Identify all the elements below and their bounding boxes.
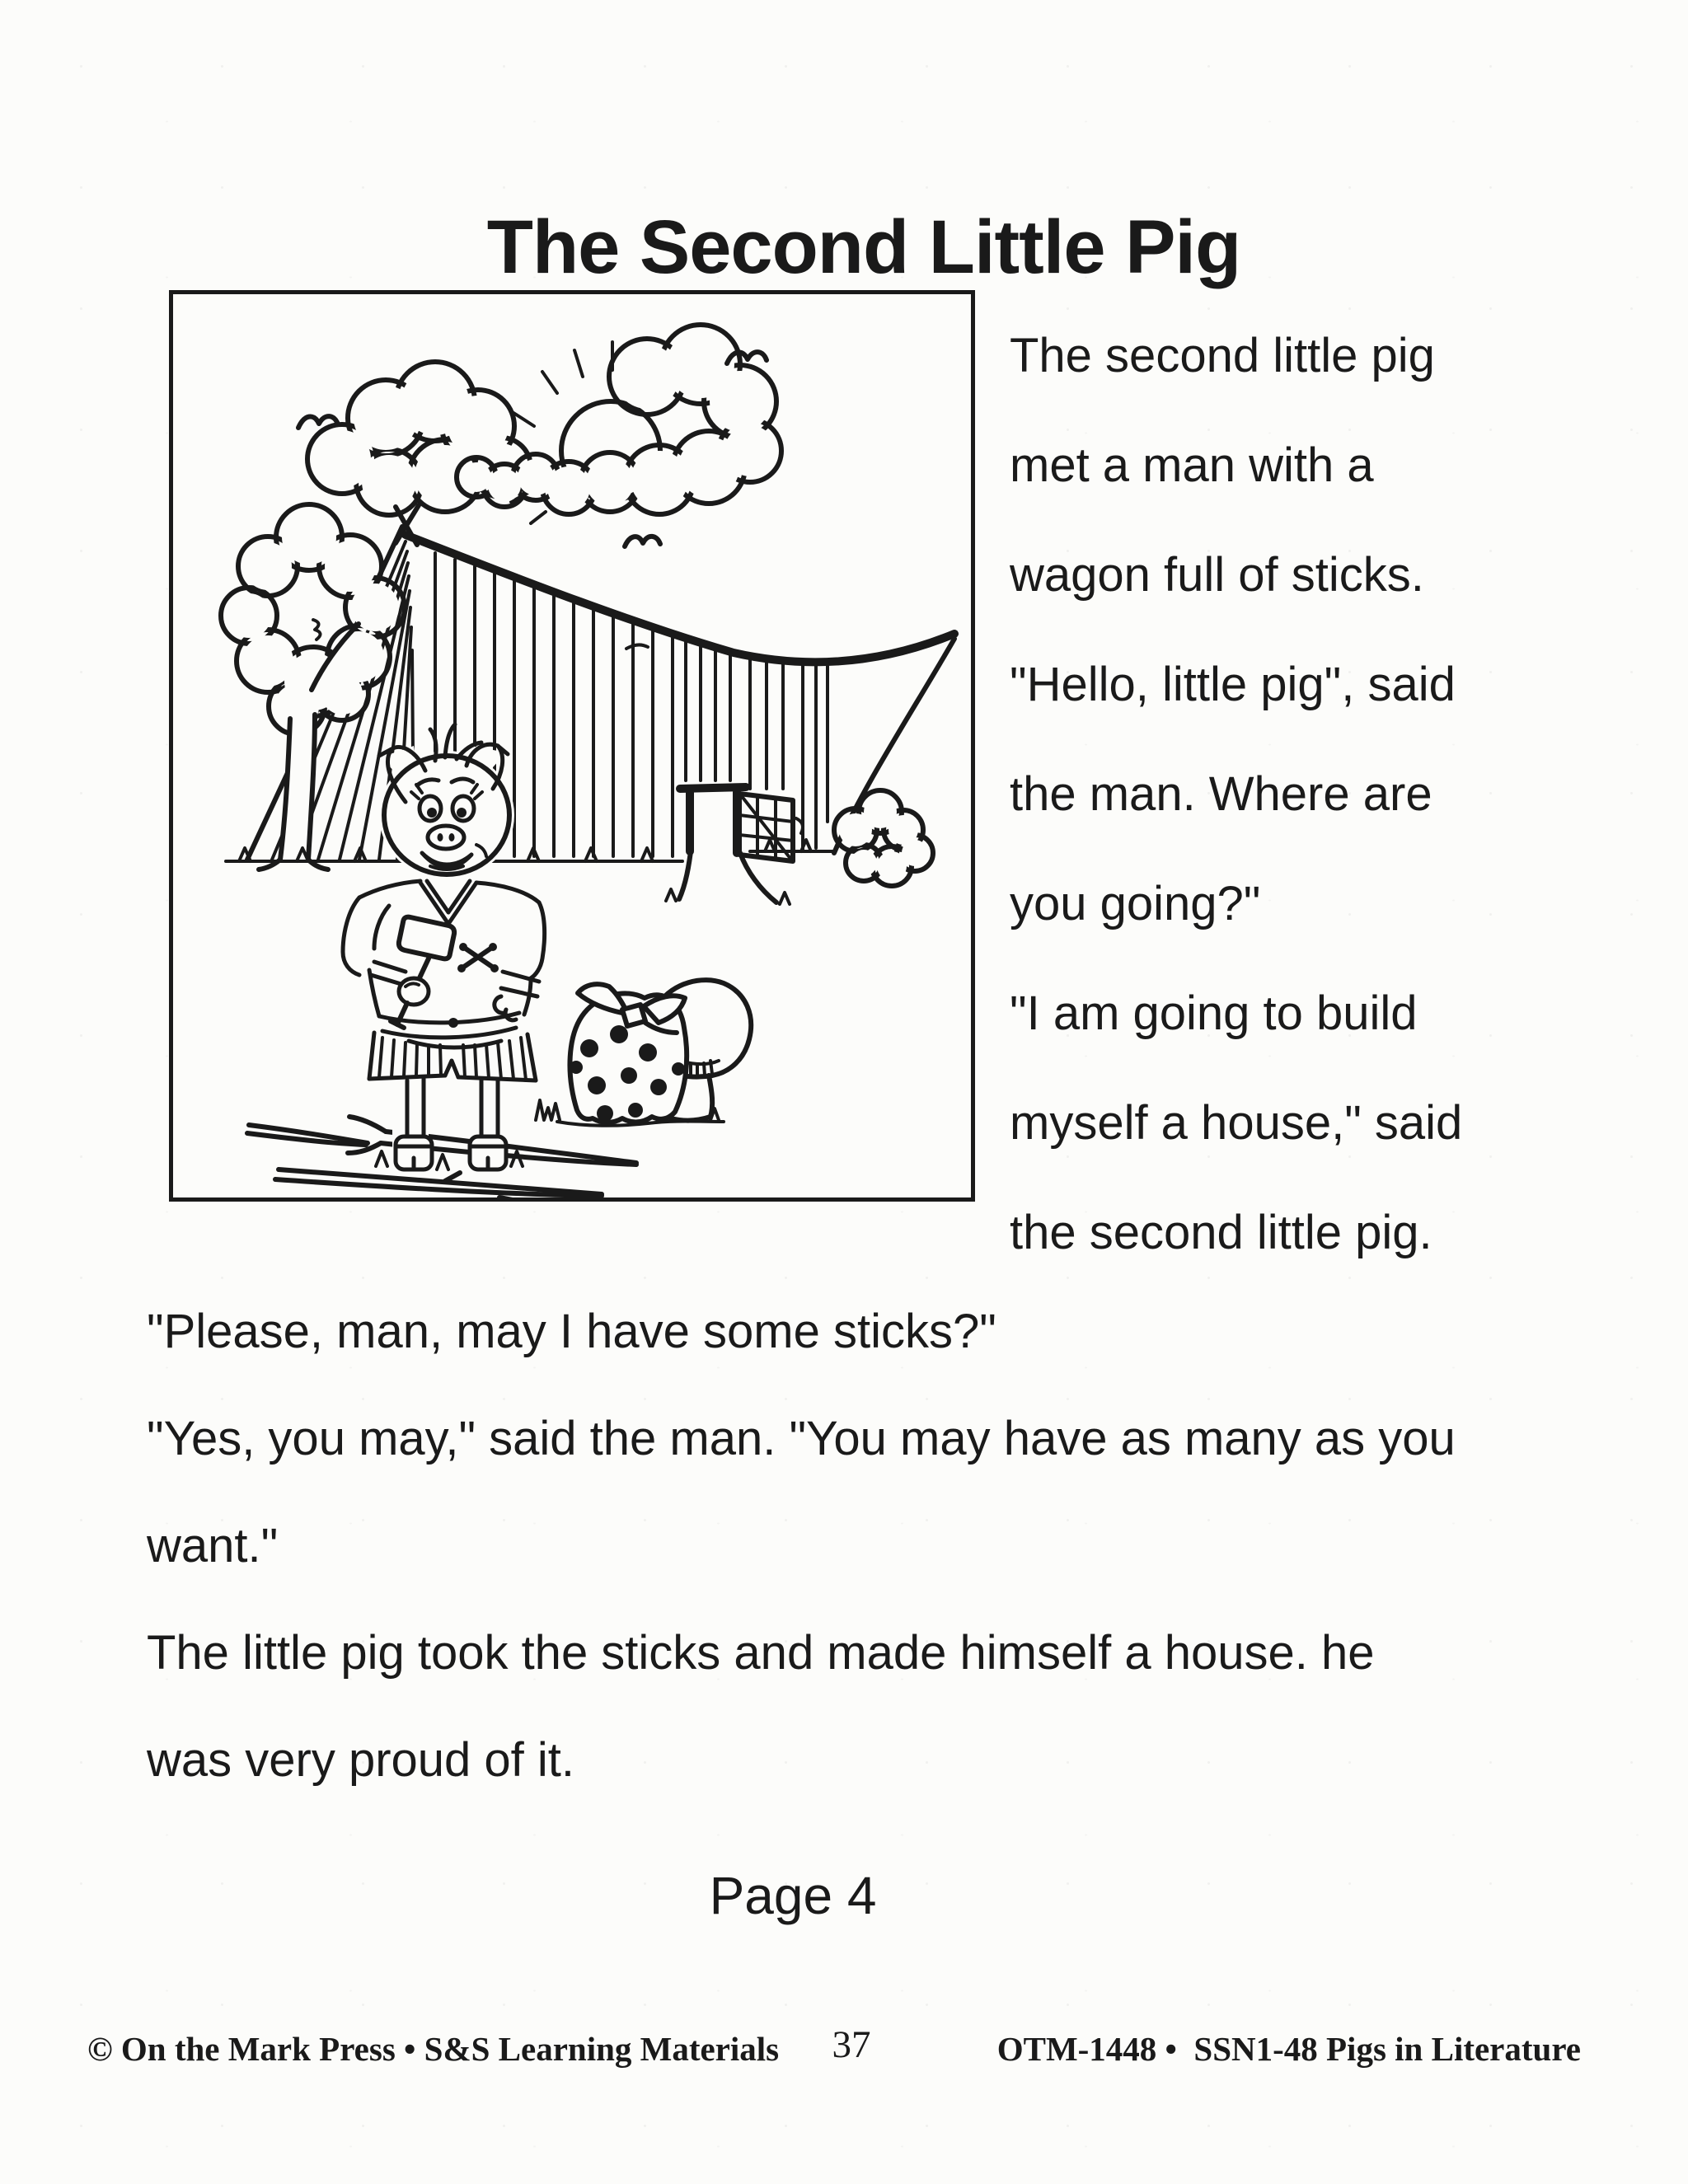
- story-line: "Yes, you may," said the man. "You may have as many as you: [147, 1412, 1456, 1465]
- story-line: "Please, man, may I have some sticks?": [147, 1305, 996, 1358]
- footer-page-number: 37: [832, 2023, 871, 2066]
- story-line: you going?": [1010, 877, 1261, 930]
- story-line: wagon full of sticks.: [1010, 548, 1424, 602]
- story-bottom-text: [147, 1303, 1647, 1839]
- story-line: The little pig took the sticks and made himself a house. he: [147, 1626, 1375, 1680]
- story-line: "I am going to build: [1010, 987, 1418, 1040]
- footer-copyright: © On the Mark Press • S&S Learning Materials: [87, 2030, 780, 2068]
- story-line: the second little pig.: [1010, 1206, 1432, 1259]
- story-side-text: [1010, 326, 1636, 1313]
- page-title: The Second Little Pig: [486, 204, 1241, 289]
- footer-catalog: OTM-1448 • SSN1-48 Pigs in Literature: [996, 2030, 1581, 2068]
- page-number-label: Page 4: [709, 1866, 877, 1925]
- polka-dot-bundle: [570, 984, 687, 1122]
- story-illustration: [169, 290, 975, 1202]
- bush: [834, 790, 933, 886]
- story-line: the man. Where are: [1010, 767, 1432, 821]
- house-door: [679, 787, 793, 902]
- story-line: The second little pig: [1010, 329, 1435, 382]
- story-line: "Hello, little pig", said: [1010, 658, 1456, 711]
- story-line: was very proud of it.: [147, 1733, 574, 1787]
- story-line: want.": [147, 1519, 279, 1572]
- story-line: met a man with a: [1010, 438, 1374, 492]
- story-line: myself a house," said: [1010, 1096, 1463, 1150]
- tree: [221, 504, 405, 869]
